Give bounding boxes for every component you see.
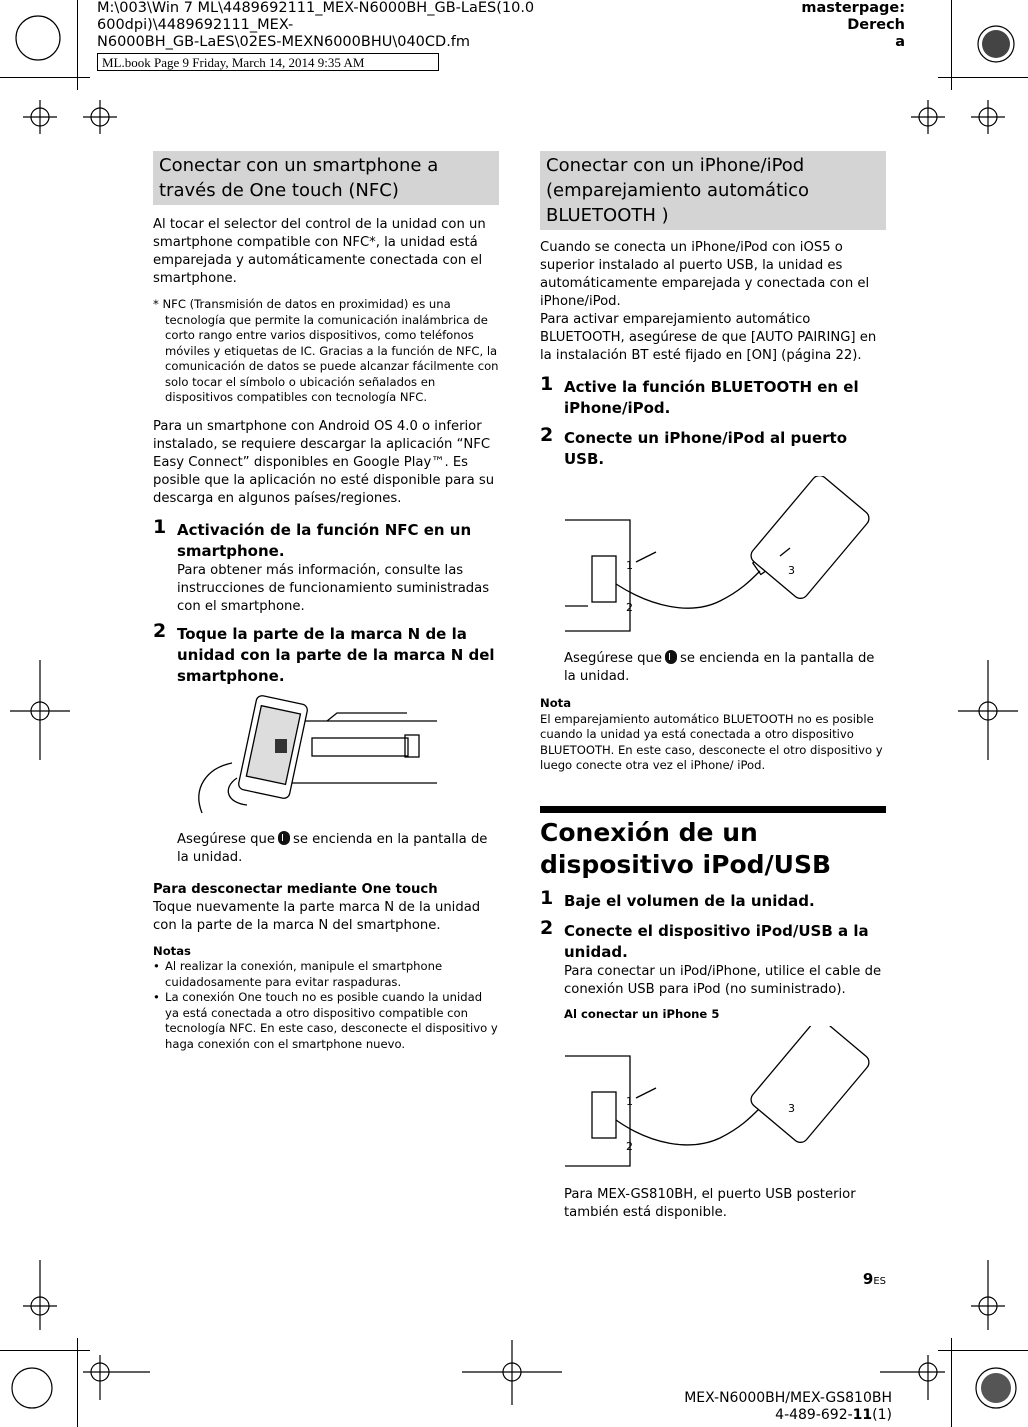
- iphone-step-2: [540, 424, 886, 470]
- nfc-step-1: [153, 515, 499, 616]
- file-path: M:\003\Win 7 ML\4489692111_MEX-N6000BH_GB-LaES(10.0 600dpi)\4489692111_MEX- N6000BH_GB-LaES\02ES-MEXN6000BHU\040CD.fm: [97, 0, 535, 50]
- right-column: [540, 151, 886, 1222]
- iphone-step-1: [540, 373, 886, 419]
- callout-2: 2: [626, 601, 633, 614]
- left-column: [153, 151, 499, 1052]
- book-line: ML.book Page 9 Friday, March 14, 2014 9:35 AM: [97, 53, 439, 71]
- nfc-footnote: * NFC (Transmisión de datos en proximidad) es una tecnología que permite la comunicación inalámbrica de corto rango entre varios dispositivos, como teléfonos móviles y etiquetas de IC. Gracias a la función de NFC, la comunicación de datos se puede alcanzar fácilmente con solo tocar el símbolo o ubicación señalados en dispositivos compatibles con tecnología NFC.: [153, 297, 499, 404]
- usb-illustration-1: [540, 476, 886, 644]
- callout-1: 1: [626, 559, 633, 572]
- iphone-heading: Conectar con un iPhone/iPod (emparejamiento automático BLUETOOTH ): [540, 151, 886, 230]
- step-number: 2: [540, 424, 554, 446]
- iphone5-label: Al conectar un iPhone 5: [564, 1006, 720, 1021]
- callout-3: 3: [788, 1102, 795, 1115]
- model-footer: MEX-N6000BH/MEX-GS810BH 4-489-692-11(1): [684, 1390, 892, 1423]
- step-number: 2: [153, 619, 167, 642]
- masterpage-label: masterpage: Derech a: [801, 0, 905, 50]
- step-title: Conecte el dispositivo iPod/USB a la unidad.: [564, 921, 869, 961]
- disconnect-title: Para desconectar mediante One touch: [153, 881, 438, 897]
- rear-usb-note: Para MEX-GS810BH, el puerto USB posterior también está disponible.: [564, 1187, 856, 1220]
- nfc-step-2: [153, 619, 499, 687]
- note-item: • Al realizar la conexión, manipule el smartphone cuidadosamente para evitar raspaduras.: [153, 959, 499, 990]
- nfc-intro: Al tocar el selector del control de la unidad con un smartphone compatible con NFC*, la unidad está emparejada y automáticamente conectada con el smartphone.: [153, 217, 486, 286]
- step-title: Conecte un iPhone/iPod al puerto USB.: [564, 429, 848, 468]
- usb-illustration-2: [540, 1026, 886, 1176]
- iphone-confirm: Asegúrese que se encienda en la pantalla de la unidad.: [564, 651, 875, 684]
- step-text: Para conectar un iPod/iPhone, utilice el cable de conexión USB para iPod (no suministrado).: [564, 963, 882, 997]
- step-text: Para obtener más información, consulte las instrucciones de funcionamiento suministradas con el smartphone.: [177, 562, 490, 614]
- callout-3: 3: [788, 564, 795, 577]
- note-item: • La conexión One touch no es posible cuando la unidad ya está conectada a otro dispositivo compatible con tecnología NFC. En este caso, desconecte el dispositivo y haga conexión con el smartphone nuevo.: [153, 990, 499, 1052]
- nfc-heading: Conectar con un smartphone a través de One touch (NFC): [153, 151, 499, 205]
- step-title: Activación de la función NFC en un smartphone.: [177, 520, 472, 560]
- page-number: 9ES: [862, 1270, 886, 1288]
- callout-2: 2: [626, 1140, 633, 1153]
- step-number: 1: [153, 515, 167, 538]
- iphone-intro: Cuando se conecta un iPhone/iPod con iOS5 o superior instalado al puerto USB, la unidad es automáticamente emparejada y conectada con el iPhone/iPod.: [540, 240, 870, 309]
- bluetooth-icon: [278, 831, 290, 845]
- nfc-confirm: Asegúrese que se encienda en la pantalla de la unidad.: [177, 831, 488, 865]
- disconnect-text: Toque nuevamente la parte marca N de la unidad con la parte de la marca N del smartphone.: [153, 899, 481, 933]
- section-title: Conexión de un dispositivo iPod/USB: [540, 806, 886, 881]
- step-title: Active la función BLUETOOTH en el iPhone/iPod.: [564, 378, 859, 417]
- usb-step-2: [540, 916, 886, 999]
- note-title: Nota: [540, 696, 572, 710]
- step-number: 2: [540, 916, 554, 939]
- step-title: Baje el volumen de la unidad.: [564, 891, 815, 910]
- step-number: 1: [540, 373, 554, 395]
- callout-1: 1: [626, 1095, 633, 1108]
- notes-title: Notas: [153, 943, 191, 958]
- bluetooth-icon: [665, 650, 677, 664]
- step-title: Toque la parte de la marca N de la unidad con la parte de la marca N del smartphone.: [177, 624, 495, 685]
- nfc-illustration: [177, 693, 437, 823]
- note-text: El emparejamiento automático BLUETOOTH no es posible cuando la unidad ya está conectada a otro dispositivo BLUETOOTH. En este caso, desconecte el otro dispositivo y luego conecte otra vez el iPhone/ iPod.: [540, 711, 883, 772]
- step-number: 1: [540, 886, 554, 909]
- android-note: Para un smartphone con Android OS 4.0 o inferior instalado, se requiere descargar la aplicación “NFC Easy Connect” disponibles en Google Play™. Es posible que la aplicación no esté disponible para su descarga en algunos países/regiones.: [153, 418, 495, 506]
- iphone-intro-2: Para activar emparejamiento automático BLUETOOTH, asegúrese de que [AUTO PAIRING] en la instalación BT esté fijado en [ON] (página 22).: [540, 312, 877, 363]
- usb-step-1: [540, 886, 886, 912]
